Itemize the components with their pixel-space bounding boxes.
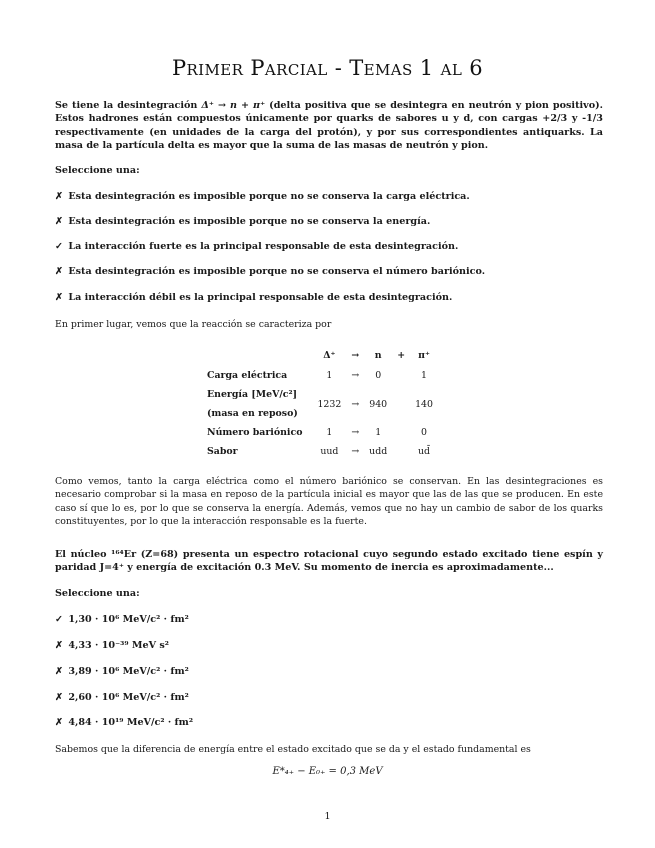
cross-icon: ✗	[55, 666, 64, 677]
q2-option-5-text: 4,84 · 10¹⁹ MeV/c² · fm²	[68, 717, 194, 728]
table-header-cell: π⁺	[418, 349, 430, 361]
question-2-text: El núcleo ¹⁶⁴Er (Z=68) presenta un espectro rotacional cuyo segundo estado excitado tiene espín y paridad J=4⁺ y energía de excitación 0.3 MeV. Su momento de inercia es aproximadamente...	[55, 549, 603, 574]
table-cell: 0	[375, 370, 382, 381]
table-row-label: (masa en reposo)	[207, 408, 298, 419]
q1-option-1-text: Esta desintegración es imposible porque no se conserva la carga eléctrica.	[68, 191, 470, 202]
table-cell: →	[351, 398, 360, 410]
cross-icon: ✗	[55, 292, 64, 303]
q2-option-3-text: 3,89 · 10⁶ MeV/c² · fm²	[68, 666, 189, 677]
q2-explanation-intro: Sabemos que la diferencia de energía entre el estado excitado que se da y el estado fundamental es	[55, 744, 531, 755]
energy-equation: E*₄₊ − E₀₊ = 0,3 MeV	[272, 766, 383, 777]
table-header-cell: n	[374, 349, 382, 361]
table-row-label: Número bariónico	[207, 427, 303, 438]
reaction-table	[203, 344, 438, 461]
q2-option-1	[55, 614, 189, 625]
cross-icon: ✗	[55, 266, 64, 277]
table-header-cell: +	[397, 349, 406, 361]
q1-option-2	[55, 216, 430, 227]
q2-select-label: Seleccione una:	[55, 588, 140, 599]
table-row	[203, 366, 438, 385]
q1-reaction: Δ⁺ → n + π⁺	[201, 100, 266, 111]
q2-option-5	[55, 717, 193, 728]
table-cell: 140	[415, 398, 433, 410]
q1-option-5-text: La interacción débil es la principal responsable de esta desintegración.	[68, 292, 453, 303]
q1-explanation-body: Como vemos, tanto la carga eléctrica como el número bariónico se conservan. En las desintegraciones es necesario comprobar si la masa en reposo de la partícula inicial es mayor que las de las que se producen. En este caso sí que lo es, por lo que se conserva la energía. Además, vemos que no hay un cambio de sabor de los quarks constituyentes, por lo que la interacción responsable es la fuerte.	[55, 476, 603, 527]
table-row	[203, 442, 438, 461]
table-cell	[392, 366, 410, 385]
q2-option-3	[55, 666, 189, 677]
table-cell	[392, 385, 410, 423]
cross-icon: ✗	[55, 692, 64, 703]
q2-option-2	[55, 640, 169, 651]
table-cell: 0	[421, 427, 428, 438]
table-row-label: Sabor	[207, 446, 238, 457]
q1-option-2-text: Esta desintegración es imposible porque no se conserva la energía.	[68, 216, 431, 227]
q1-option-4	[55, 266, 485, 277]
page-number: 1	[324, 811, 331, 822]
table-cell: 940	[369, 398, 388, 410]
cross-icon: ✗	[55, 191, 64, 202]
table-row-label: Carga eléctrica	[207, 370, 288, 381]
table-cell: 1	[375, 427, 382, 438]
q1-option-1	[55, 191, 470, 202]
table-row	[203, 385, 438, 404]
check-icon: ✓	[55, 614, 64, 625]
table-cell	[392, 423, 410, 442]
q1-intro-prefix: Se tiene la desintegración	[55, 100, 202, 111]
cross-icon: ✗	[55, 640, 64, 651]
table-cell: →	[351, 427, 360, 438]
table-cell: udd	[369, 446, 388, 457]
page-title: Primer Parcial - Temas 1 al 6	[171, 56, 484, 80]
q1-option-3-text: La interacción fuerte es la principal responsable de esta desintegración.	[68, 241, 459, 252]
check-icon: ✓	[55, 241, 64, 252]
table-cell: →	[351, 370, 360, 381]
q1-select-label: Seleccione una:	[55, 165, 140, 176]
table-cell: 1232	[317, 398, 342, 410]
table-cell: ud̄	[418, 446, 431, 457]
table-row-label: Energía [MeV/c²]	[207, 389, 298, 400]
q2-option-1-text: 1,30 · 10⁶ MeV/c² · fm²	[68, 614, 189, 625]
q1-intro-rest: (delta positiva que se desintegra en neutrón y pion positivo). Estos hadrones están compuestos únicamente por quarks de sabores u y d, con cargas +2/3 y -1/3 respectivamente (en unidades de la carga del protón), y por sus correspondientes antiquarks. La masa de la partícula delta es mayor que la suma de las masas de neutrón y pion.	[55, 100, 603, 151]
table-row	[203, 423, 438, 442]
table-cell: uud	[320, 446, 339, 457]
table-cell: 1	[326, 370, 333, 381]
question-1-text	[55, 99, 603, 152]
q2-option-2-text: 4,33 · 10⁻³⁹ MeV s²	[68, 640, 169, 651]
table-cell	[392, 442, 410, 461]
table-cell: 1	[421, 370, 428, 381]
table-header-cell	[203, 344, 312, 366]
table-cell: →	[351, 446, 360, 457]
q2-option-4	[55, 692, 189, 703]
q1-option-5	[55, 292, 452, 303]
table-header-row	[203, 344, 438, 366]
q1-option-4-text: Esta desintegración es imposible porque no se conserva el número bariónico.	[68, 266, 486, 277]
table-header-cell: →	[351, 349, 360, 361]
table-header-cell: Δ⁺	[323, 349, 336, 361]
table-cell: 1	[326, 427, 333, 438]
cross-icon: ✗	[55, 717, 64, 728]
q1-option-3	[55, 241, 458, 252]
cross-icon: ✗	[55, 216, 64, 227]
q2-option-4-text: 2,60 · 10⁶ MeV/c² · fm²	[68, 692, 189, 703]
q1-explanation-intro: En primer lugar, vemos que la reacción se caracteriza por	[55, 319, 332, 330]
